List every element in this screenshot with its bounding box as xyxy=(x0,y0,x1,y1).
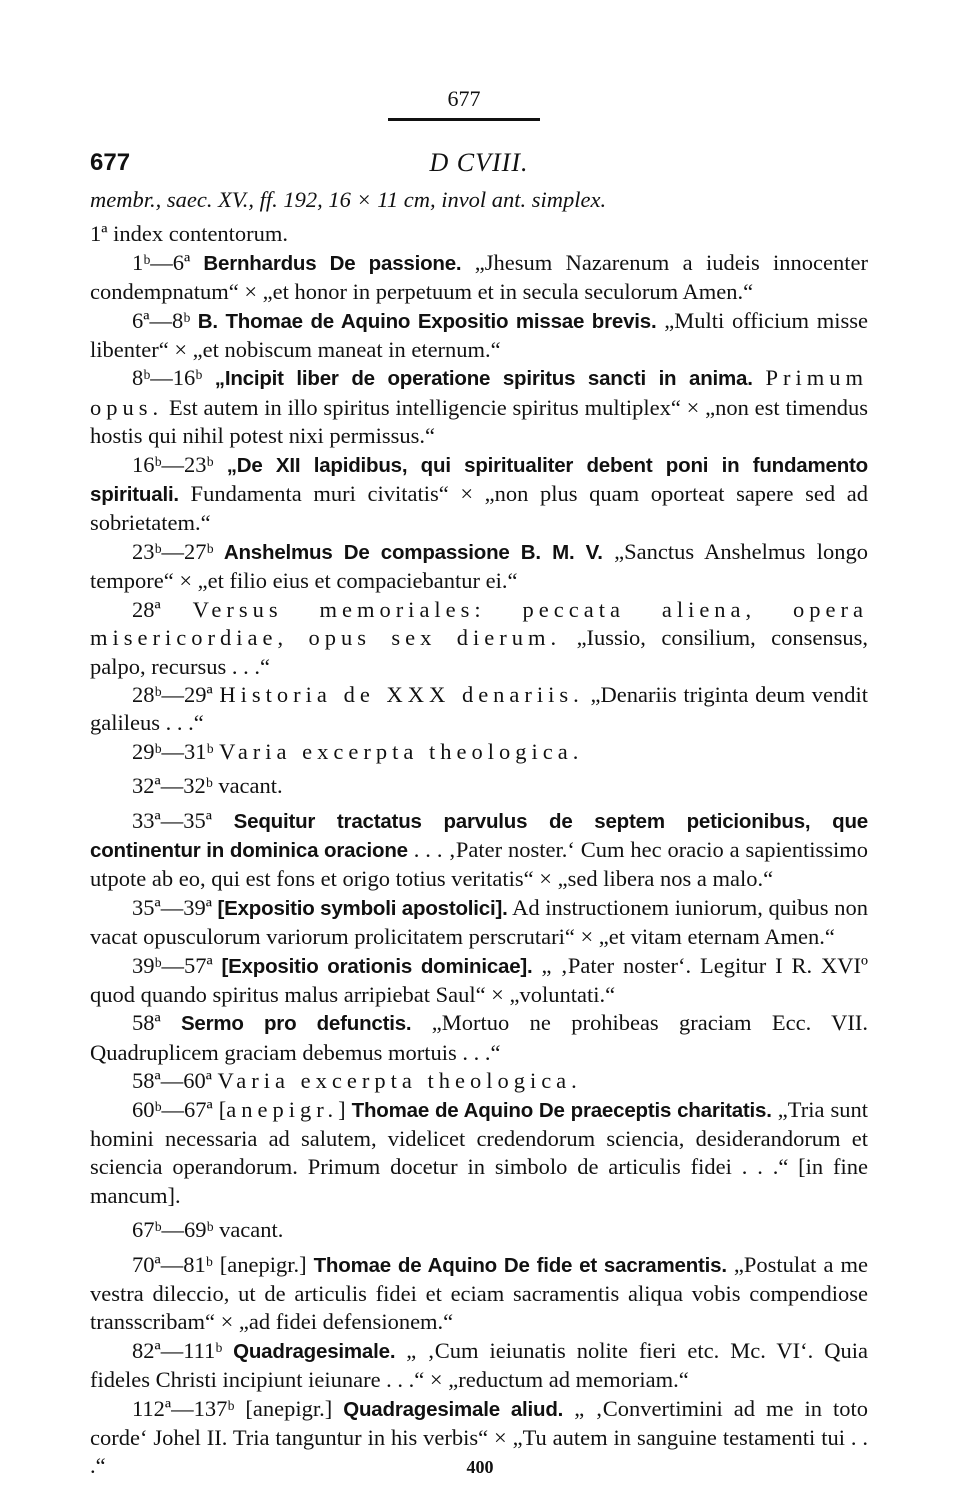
item-text: [anepigr.] xyxy=(212,1251,314,1277)
contents-item xyxy=(90,1067,868,1095)
spaced-title: Primum opus. xyxy=(90,365,869,420)
work-title: Quadragesimale aliud. xyxy=(343,1397,564,1421)
folio-range: 28ª xyxy=(132,596,161,622)
contents-item xyxy=(90,772,868,800)
contents-item xyxy=(90,249,868,307)
work-title: Thomae de Aquino De fide et sacramentis. xyxy=(313,1253,727,1277)
item-text: „ ‚Pater noster‘. Legitur I R. XVIº quod quando spiritus malus arripiebat Saul“ × „voluntati.“ xyxy=(90,952,868,1007)
contents-item xyxy=(90,1337,868,1395)
work-title: B. Thomae de Aquino Expositio missae brevis. xyxy=(190,309,657,333)
running-head: 677 xyxy=(388,86,540,121)
contents-item xyxy=(90,596,868,681)
contents-item xyxy=(90,1216,868,1244)
folio-range: 23ᵇ—27ᵇ xyxy=(132,538,214,564)
manuscript-description: membr., saec. XV., ff. 192, 16 × 11 cm, invol ant. simplex. xyxy=(90,187,607,212)
contents-item xyxy=(90,952,868,1010)
work-title: Anshelmus De compassione B. M. V. xyxy=(213,540,603,564)
item-text: ] xyxy=(338,1096,352,1122)
item-text: „Mortuo ne prohibeas graciam Ecc. VII. Quadruplicem graciam debemus mortuis . . .“ xyxy=(90,1010,868,1065)
folio-range: 39ᵇ—57ª xyxy=(132,952,213,978)
item-text: vacant. xyxy=(212,773,283,799)
spaced-title: Varia excerpta theologica. xyxy=(217,1068,582,1094)
contents-item xyxy=(90,1009,868,1067)
spaced-title: Versus memoriales: peccata aliena, opera misericordiae, opus sex dierum. xyxy=(90,596,869,651)
contents-item xyxy=(90,538,868,596)
entry-number: 677 xyxy=(90,149,131,176)
item-text: „ ‚Cum ieiunatis nolite fieri etc. Mc. VI‘. Quia fideles Christi incipiunt ieiunare . . .“ × „reductum ad memoriam.“ xyxy=(90,1337,868,1393)
contents-item xyxy=(90,307,868,365)
work-title: Sermo pro defunctis. xyxy=(160,1012,412,1036)
work-title: Sequitur tractatus parvulus de septem peticionibus, que continentur in dominica oracione xyxy=(90,809,868,862)
work-title: Bernhardus De passione. xyxy=(190,251,462,275)
folio-range: 8ᵇ—16ᵇ xyxy=(132,365,203,391)
item-text xyxy=(753,365,766,390)
contents-item xyxy=(90,1096,868,1211)
folio-range: 58ª xyxy=(132,1010,161,1036)
contents-item xyxy=(90,364,868,450)
item-text: Fundamenta muri civitatis“ × „non plus quam oporteat sapere sed ad sobrietatem.“ xyxy=(90,481,868,536)
folio-range: 60ᵇ—67ª xyxy=(132,1096,213,1122)
item-text: „Denariis triginta deum vendit galileus . . .“ xyxy=(90,681,868,736)
work-title: „De XII lapidibus, qui spiritualiter debent poni in fundamento spirituali. xyxy=(90,453,868,507)
folio-range: 82ª—111ᵇ xyxy=(132,1337,223,1363)
item-text: „Tria sunt homini necessaria ad salutem, videlicet credendorum sciencia, desiderandorum et sciencia operandorum. Primum docetur in simbolo de articulis fidei . . .“ [in fine mancum]. xyxy=(90,1096,869,1208)
item-text: . . . ‚Pater noster.‘ Cum hec oracio a sapientissimo utpote ab eo, qui est fons et origo totius veritatis“ × „sed libera nos a malo.“ xyxy=(90,836,868,892)
work-title: [Expositio symboli apostolici]. xyxy=(211,896,508,920)
item-text: „ ‚Convertimini ad me in toto corde‘ Johel II. Tria tanguntur in his verbis“ × „Tu autem in sanguine testamenti tui . . .“ xyxy=(90,1395,869,1479)
work-title: Quadragesimale. xyxy=(222,1339,396,1363)
contents-item xyxy=(90,894,868,952)
catalog-page xyxy=(90,146,868,1481)
item-text xyxy=(161,597,193,622)
work-title: [Expositio orationis dominicae]. xyxy=(212,954,533,978)
item-text: [anepigr.] xyxy=(234,1395,344,1421)
contents-item xyxy=(90,220,868,248)
page-number: 400 xyxy=(466,1457,494,1477)
folio-range: 29ᵇ—31ᵇ xyxy=(132,738,214,764)
item-text: „Jhesum Nazarenum a iudeis innocenter condempnatum“ × „et honor in perpetuum et in secula seculorum Amen.“ xyxy=(90,249,868,305)
item-text: Est autem in illo spiritus intelligencie spiritus multiplex“ × „non est timendus hostis qui nihil potest nixi permissus.“ xyxy=(90,394,868,449)
folio-range: 67ᵇ—69ᵇ xyxy=(132,1217,214,1243)
shelfmark: D CVIII. xyxy=(429,148,529,177)
contents-item xyxy=(90,738,868,766)
item-text: Ad instructionem iuniorum, quibus non vacat opusculorum variorum prolicitatem perscrutari“ × „et vitam eternam Amen.“ xyxy=(90,894,868,950)
contents-item xyxy=(90,451,868,538)
item-text: „Multi officium misse libenter“ × „et nobiscum maneat in eternum.“ xyxy=(90,307,868,363)
item-text: „Postulat a me vestra dileccio, ut de articulis fidei et eciam sacramentis aliqua vobis compendiose transscribam“ × „ad fidei defensionem.“ xyxy=(90,1251,868,1335)
work-title: „Incipit liber de operatione spiritus sancti in anima. xyxy=(202,367,753,391)
work-title: Thomae de Aquino De praeceptis charitatis. xyxy=(351,1098,772,1122)
contents-list xyxy=(90,220,868,1480)
contents-item xyxy=(90,1251,868,1337)
folio-range: 58ª—60ª xyxy=(132,1068,212,1094)
folio-range: 70ª—81ᵇ xyxy=(132,1251,213,1277)
folio-range: 16ᵇ—23ᵇ xyxy=(132,451,214,477)
entry-header xyxy=(90,146,868,182)
spaced-title: Varia excerpta theologica. xyxy=(219,738,584,764)
folio-range: 28ᵇ—29ª xyxy=(132,681,213,707)
item-text: vacant. xyxy=(213,1217,284,1243)
folio-range: 1ᵇ—6ª xyxy=(132,249,191,275)
folio-range: 35ª—39ª xyxy=(132,894,212,920)
item-text: index contentorum. xyxy=(107,221,289,247)
item-text: [ xyxy=(212,1096,227,1122)
folio-range: 112ª—137ᵇ xyxy=(132,1395,235,1421)
spaced-title: Historia de XXX denariis. xyxy=(219,681,584,707)
folio-range: 6ª—8ᵇ xyxy=(132,307,191,333)
item-text: „Iussio, consilium, consensus, palpo, recursus . . .“ xyxy=(90,625,868,679)
spaced-title: anepigr. xyxy=(226,1096,339,1122)
folio-range: 32ª—32ᵇ xyxy=(132,773,213,799)
contents-item xyxy=(90,681,868,738)
contents-item xyxy=(90,807,868,894)
folio-range: 1ª xyxy=(90,221,108,247)
item-text: „Sanctus Anshelmus longo tempore“ × „et filio eius et compaciebantur ei.“ xyxy=(90,538,868,594)
folio-range: 33ª—35ª xyxy=(132,807,212,833)
